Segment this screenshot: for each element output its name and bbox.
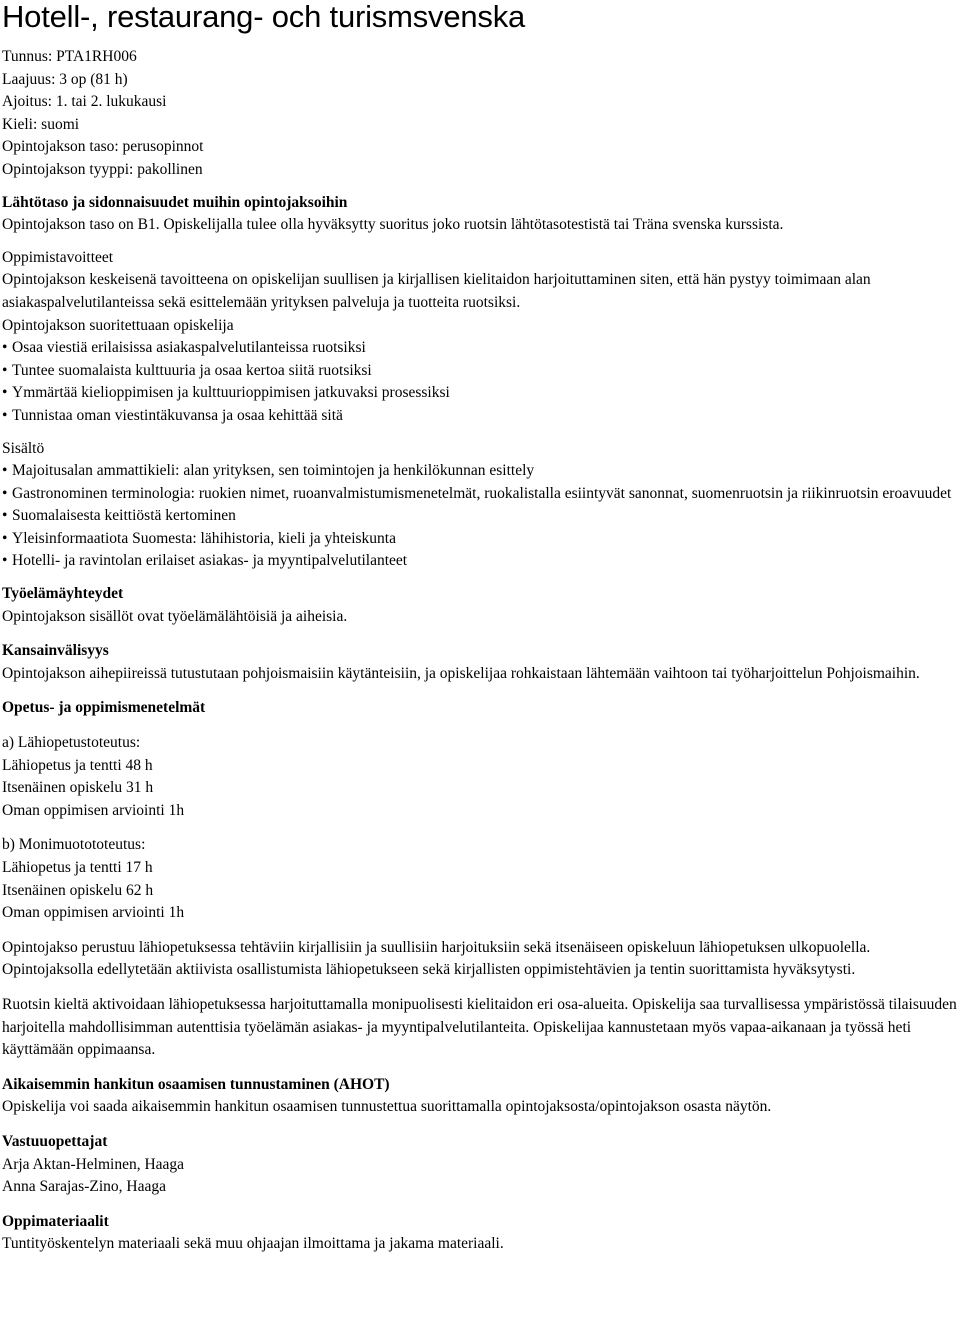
prereq-section [2, 192, 958, 237]
teachers-section [2, 1131, 958, 1199]
list-item: • Ymmärtää kielioppimisen ja kulttuurioppimisen jatkuvaksi prosessiksi [2, 382, 958, 405]
materials-heading: Oppimateriaalit [2, 1212, 109, 1230]
content-list [2, 460, 958, 573]
goals-list [2, 337, 958, 427]
option-a-self: Itsenäinen opiskelu 31 h [2, 779, 154, 797]
methods-option-b [2, 834, 958, 924]
list-item: • Majoitusalan ammattikieli: alan yrityksen, sen toimintojen ja henkilökunnan esittely [2, 460, 958, 483]
list-item: • Yleisinformaatiota Suomesta: lähihistoria, kieli ja yhteiskunta [2, 528, 958, 551]
intl-text: Opintojakson aihepiireissä tutustutaan pohjoismaisiin käytänteisiin, ja opiskelijaa rohkaistaan lähtemään vaihtoon tai työharjoittelun Pohjoismaihin. [2, 664, 920, 682]
teachers-heading: Vastuuopettajat [2, 1132, 108, 1150]
list-item: • Osaa viestiä erilaisissa asiakaspalvelutilanteissa ruotsiksi [2, 337, 958, 360]
list-item: • Hotelli- ja ravintolan erilaiset asiakas- ja myyntipalvelutilanteet [2, 550, 958, 573]
worklife-heading: Työelämäyhteydet [2, 585, 124, 603]
methods-paragraph-1: Opintojakso perustuu lähiopetuksessa tehtäviin kirjallisiin ja suullisiin harjoituksiin sekä itsenäiseen opiskeluun lähiopetuksen ulkopuolella. Opintojaksolla edellytetään aktiivista osallistumista lähiopetukseen sekä kirjallisten oppimistehtävien ja tentin suorittamista hyväksytysti. [2, 938, 871, 979]
methods-option-a [2, 732, 958, 822]
meta-level: Opintojakson taso: perusopinnot [2, 138, 204, 156]
materials-section [2, 1211, 958, 1256]
option-a-title: a) Lähiopetustoteutus: [2, 734, 141, 752]
goals-section [2, 247, 958, 428]
goals-intro: Opintojakson suoritettuaan opiskelija [2, 316, 234, 334]
meta-language: Kieli: suomi [2, 115, 80, 133]
goals-text: Opintojakson keskeisenä tavoitteena on opiskelijan suullisen ja kirjallisen kielitaidon harjoituttaminen siten, että hän pystyy toimimaan alan asiakaspalvelutilanteissa sekä esittelemään yrityksen palveluja ja tuotteita ruotsiksi. [2, 271, 871, 311]
ahot-heading: Aikaisemmin hankitun osaamisen tunnustaminen (AHOT) [2, 1075, 390, 1093]
methods-paragraph-2: Ruotsin kieltä aktivoidaan lähiopetuksessa harjoituttamalla monipuolisesti kielitaidon eri osa-alueita. Opiskelija saa turvallisessa ympäristössä tilaisuuden harjoitella mahdollisimman autenttisia työelämän asiakas- ja myyntipalvelutilanteita. Opiskelijaa kannustetaan myös vapaa-aikanaan ja työssä heti käyttämään oppimaansa. [2, 995, 957, 1059]
content-section [2, 438, 958, 574]
prereq-heading: Lähtötaso ja sidonnaisuudet muihin opintojaksoihin [2, 193, 348, 211]
list-item: • Suomalaisesta keittiöstä kertominen [2, 505, 958, 528]
list-item: • Tuntee suomalaista kulttuuria ja osaa kertoa siitä ruotsiksi [2, 360, 958, 383]
list-item: • Gastronominen terminologia: ruokien nimet, ruoanvalmistumismenetelmät, ruokalistalla esiintyvät sanonnat, suomenruotsin ja riikinruotsin eroavuudet [2, 483, 958, 506]
option-b-eval: Oman oppimisen arviointi 1h [2, 904, 185, 922]
page-title: Hotell-, restaurang- och turismsvenska [2, 0, 526, 34]
option-b-title: b) Monimuotototeutus: [2, 836, 146, 854]
goals-heading: Oppimistavoitteet [2, 248, 114, 266]
meta-type: Opintojakson tyyppi: pakollinen [2, 160, 203, 178]
intl-section [2, 640, 958, 685]
option-b-self: Itsenäinen opiskelu 62 h [2, 881, 154, 899]
list-item: • Tunnistaa oman viestintäkuvansa ja osaa kehittää sitä [2, 405, 958, 428]
option-a-contact: Lähiopetus ja tentti 48 h [2, 756, 153, 774]
prereq-text: Opintojakson taso on B1. Opiskelijalla tulee olla hyväksytty suoritus joko ruotsin lähtötasotestistä tai Träna svenska kurssista. [2, 216, 784, 234]
ahot-text: Opiskelija voi saada aikaisemmin hankitun osaamisen tunnustettua suorittamalla opintojaksosta/opintojakson osasta näytön. [2, 1098, 772, 1116]
teacher-name: Arja Aktan-Helminen, Haaga [2, 1155, 185, 1173]
meta-scope: Laajuus: 3 op (81 h) [2, 70, 128, 88]
option-b-contact: Lähiopetus ja tentti 17 h [2, 859, 153, 876]
ahot-section [2, 1074, 958, 1119]
methods-section [2, 697, 958, 1061]
methods-heading: Opetus- ja oppimismenetelmät [2, 699, 206, 717]
intl-heading: Kansainvälisyys [2, 642, 109, 660]
worklife-text: Opintojakson sisällöt ovat työelämälähtöisiä ja aiheisia. [2, 607, 348, 625]
content-heading: Sisältö [2, 439, 45, 457]
materials-text: Tuntityöskentelyn materiaali sekä muu ohjaajan ilmoittama ja jakama materiaali. [2, 1235, 504, 1253]
meta-timing: Ajoitus: 1. tai 2. lukukausi [2, 93, 167, 111]
option-a-eval: Oman oppimisen arviointi 1h [2, 801, 185, 819]
worklife-section [2, 583, 958, 628]
course-meta [2, 46, 958, 182]
teacher-name: Anna Sarajas-Zino, Haaga [2, 1178, 166, 1196]
meta-code: Tunnus: PTA1RH006 [2, 48, 137, 65]
